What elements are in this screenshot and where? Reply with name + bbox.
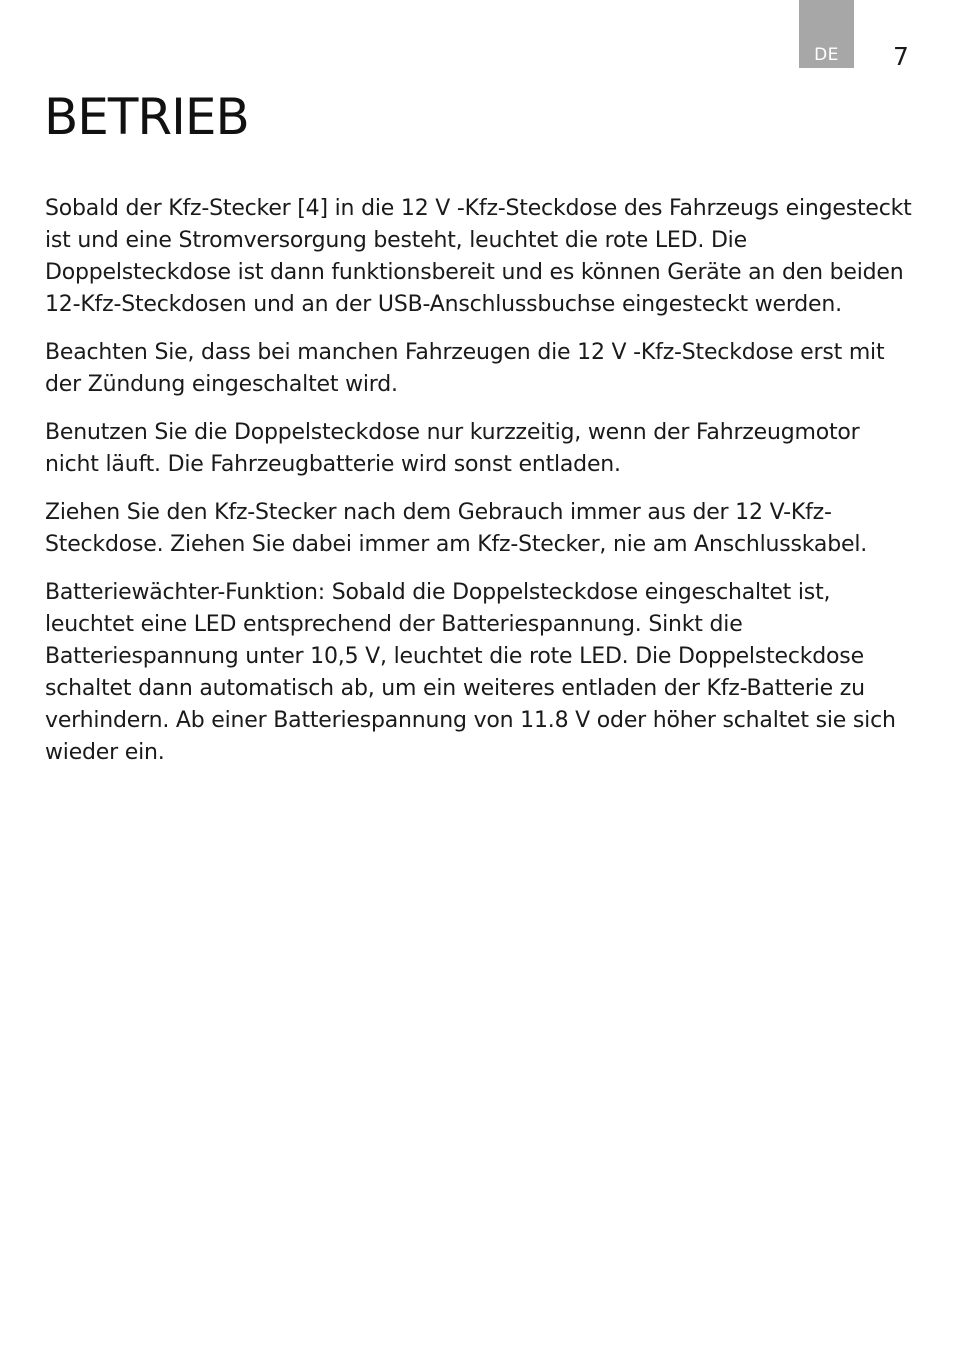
paragraph-operation: Sobald der Kfz-Stecker [4] in die 12 V -Kfz-Steckdose des Fahrzeugs eingesteckt ist und eine Stromversorgung besteht, leuchtet die rote LED. Die Doppelsteckdose ist dann funktionsbereit und es können Geräte an den beiden 12-Kfz-Steckdosen und an der USB-Anschlussbuchse eingesteckt werden.	[45, 196, 912, 317]
page-title: BETRIEB	[44, 88, 249, 146]
language-label: DE	[814, 45, 839, 65]
language-tab	[799, 0, 854, 68]
paragraph-engine-off-note: Benutzen Sie die Doppelsteckdose nur kurzzeitig, wenn der Fahrzeugmotor nicht läuft. Die Fahrzeugbatterie wird sonst entladen.	[45, 420, 860, 477]
paragraph-ignition-note: Beachten Sie, dass bei manchen Fahrzeugen die 12 V -Kfz-Steckdose erst mit der Zündung eingeschaltet wird.	[45, 340, 885, 397]
paragraph-unplug-note: Ziehen Sie den Kfz-Stecker nach dem Gebrauch immer aus der 12 V-Kfz-Steckdose. Ziehen Sie dabei immer am Kfz-Stecker, nie am Anschlusskabel.	[45, 500, 868, 557]
page-number: 7	[893, 42, 909, 71]
paragraph-battery-monitor: Batteriewächter-Funktion: Sobald die Doppelsteckdose eingeschaltet ist, leuchtet eine LED entsprechend der Batteriespannung. Sinkt die Batteriespannung unter 10,5 V, leuchtet die rote LED. Die Doppelsteckdose schaltet dann automatisch ab, um ein weiteres entladen der Kfz-Batterie zu verhindern. Ab einer Batteriespannung von 11.8 V oder höher schaltet sie sich wieder ein.	[45, 580, 896, 765]
body-text	[45, 193, 915, 785]
